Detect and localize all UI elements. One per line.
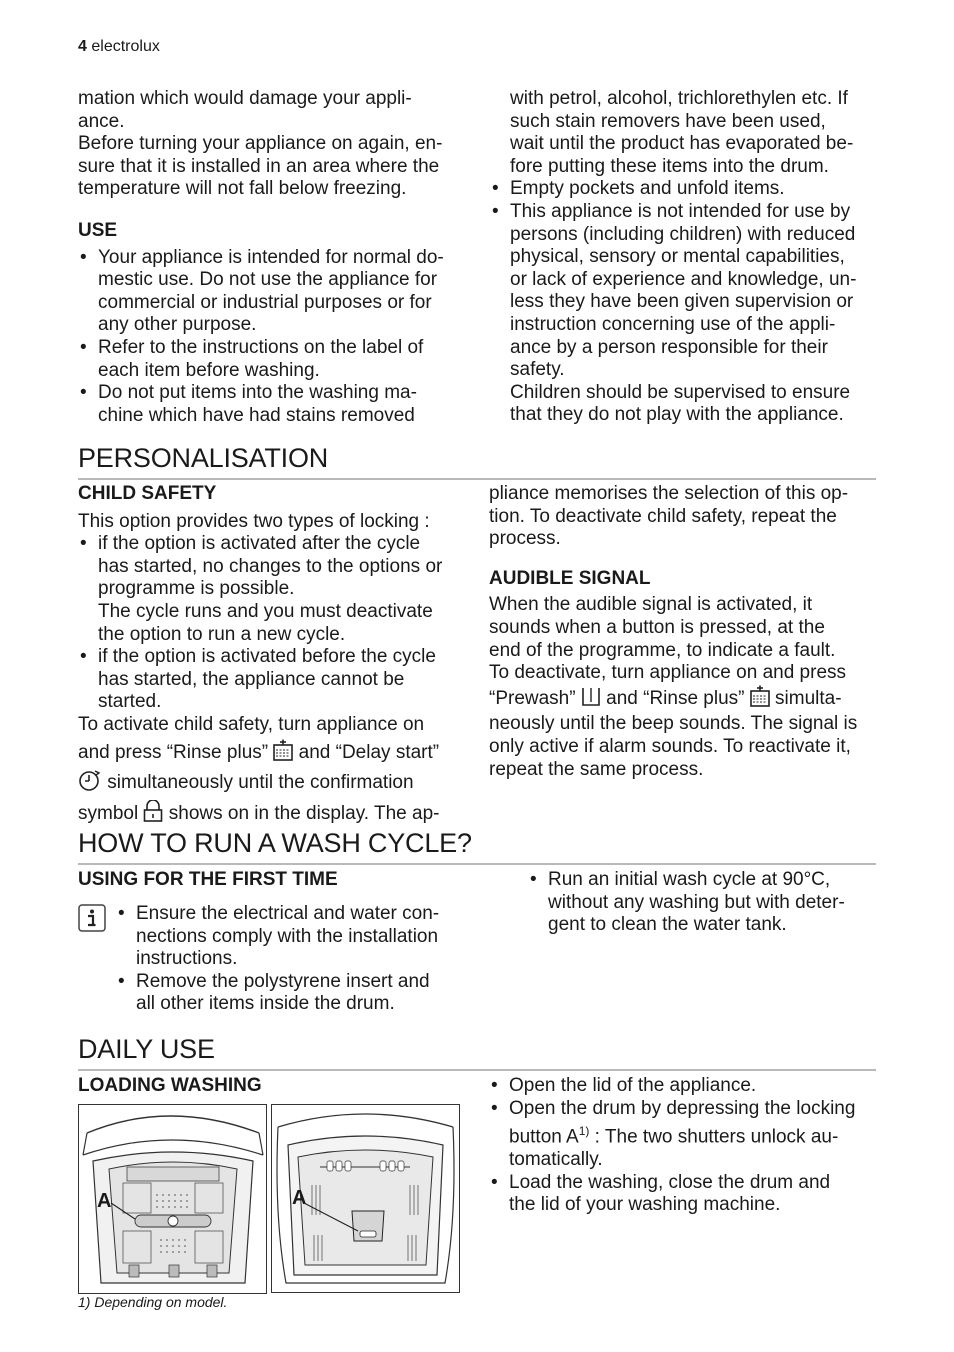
personalisation-left-column xyxy=(78,483,473,828)
use-list xyxy=(78,247,473,428)
list-item: • Open the lid of the appliance. xyxy=(489,1075,884,1098)
intro-paragraph: mation which would damage your appli- ance. Before turning your appliance on again, en- sure that it is installed in an area where the temperature will not fall below freezing. xyxy=(78,88,443,200)
list-item: • Do not put items into the washing ma- chine which have had stains removed xyxy=(78,382,473,427)
list-item: • Empty pockets and unfold items. xyxy=(490,178,890,201)
list-item: • if the option is activated before the cycle has started, the appliance cannot be started. xyxy=(78,646,473,714)
list-item xyxy=(489,1098,884,1172)
footnote-ref: 1) xyxy=(578,1124,590,1139)
stain-paragraph: with petrol, alcohol, trichlorethylen etc. If such stain removers have been used, wait until the product has evaporated be- fore putting these items into the drum. xyxy=(510,88,854,177)
audible-paragraph: neously until the beep sounds. The signal is only active if alarm sounds. To reactivate it, repeat the same process. xyxy=(489,713,858,780)
info-icon xyxy=(78,904,106,937)
figure-callout-a: A xyxy=(97,1190,112,1212)
child-safety-heading: CHILD SAFETY xyxy=(78,483,217,504)
first-time-right-list xyxy=(528,869,888,937)
first-time-list xyxy=(116,903,476,1016)
activate-line: To activate child safety, turn appliance on xyxy=(78,713,425,735)
section-divider xyxy=(78,1069,876,1071)
page-header xyxy=(78,38,160,56)
top-left-column xyxy=(78,88,473,427)
section-title-personalisation: PERSONALISATION xyxy=(78,443,329,473)
activate-text: shows on in the display. The ap- xyxy=(163,802,440,824)
activate-text: and press “Rinse plus” xyxy=(78,741,274,763)
page-number: 4 xyxy=(78,38,87,55)
activate-text: simultaneously until the confirmation xyxy=(102,772,414,794)
list-item: • Ensure the electrical and water con- nections comply with the installation instructions. xyxy=(116,903,476,971)
list-item: • Load the washing, close the drum and the lid of your washing machine. xyxy=(489,1172,884,1217)
audible-text: and “Rinse plus” xyxy=(600,687,750,709)
child-safety-list xyxy=(78,533,473,714)
audible-signal-heading: AUDIBLE SIGNAL xyxy=(489,567,651,589)
section-divider xyxy=(78,863,876,865)
first-time-left-list xyxy=(116,903,476,1016)
list-item: • if the option is activated after the cycle has started, no changes to the options or programme is possible. The cycle runs and you must deactivate the option to run a new cycle. xyxy=(78,533,473,646)
audible-text: simulta- xyxy=(769,687,842,709)
top-right-column xyxy=(490,88,890,427)
section-divider xyxy=(78,478,876,480)
brand-name: electrolux xyxy=(91,38,160,55)
first-time-heading: USING FOR THE FIRST TIME xyxy=(78,869,338,890)
list-item: • Your appliance is intended for normal do- mestic use. Do not use the appliance for commercial or industrial purposes or for any other purpose. xyxy=(78,247,473,337)
activate-line xyxy=(78,739,473,768)
child-safety-continued: pliance memorises the selection of this op- tion. To deactivate child safety, repeat the process. xyxy=(489,483,849,550)
activate-line xyxy=(78,769,473,798)
prewash-icon xyxy=(581,687,601,714)
list-item: • Remove the polystyrene insert and all other items inside the drum. xyxy=(116,971,476,1016)
loading-washing-list xyxy=(489,1075,884,1217)
audible-text: “Prewash” xyxy=(489,687,581,709)
top-right-list xyxy=(490,178,890,427)
rinse-plus-icon xyxy=(273,739,293,768)
list-item: • Run an initial wash cycle at 90°C, without any washing but with deter- gent to clean the water tank. xyxy=(528,869,888,937)
loading-list xyxy=(489,1075,884,1217)
delay-start-icon xyxy=(78,769,102,798)
personalisation-right-column xyxy=(489,483,884,781)
list-item-text: : The two shutters unlock au- tomatically. xyxy=(509,1126,839,1171)
rinse-plus-icon xyxy=(750,685,770,714)
list-item-text: Open the drum by depressing the locking button A xyxy=(509,1097,856,1148)
section-title-wash-cycle: HOW TO RUN A WASH CYCLE? xyxy=(78,828,472,858)
loading-washing-heading: LOADING WASHING xyxy=(78,1075,262,1096)
section-title-daily-use: DAILY USE xyxy=(78,1034,215,1064)
audible-line xyxy=(489,685,884,714)
footnote: 1) Depending on model. xyxy=(78,1294,228,1310)
figure-callout-a: A xyxy=(292,1187,307,1209)
list-item: • Refer to the instructions on the label of each item before washing. xyxy=(78,337,473,382)
activate-line xyxy=(78,800,473,829)
first-time-list xyxy=(528,869,888,937)
list-item: • This appliance is not intended for use by persons (including children) with reduced physical, sensory or mental capabilities, or lack of experience and knowledge, un- less they have been given supervision or instruction concerning use of the appli- ance by a person responsible for their safety. Children should be supervised to ensure that they do not play with the appliance. xyxy=(490,201,890,427)
use-heading: USE xyxy=(78,219,118,241)
activate-text: symbol xyxy=(78,802,144,824)
audible-paragraph: When the audible signal is activated, it sounds when a button is pressed, at the end of the programme, to indicate a fault. To deactivate, turn appliance on and press xyxy=(489,594,847,684)
child-safety-intro: This option provides two types of locking : xyxy=(78,510,430,532)
lock-icon xyxy=(143,800,163,829)
activate-text: and “Delay start” xyxy=(293,741,440,763)
